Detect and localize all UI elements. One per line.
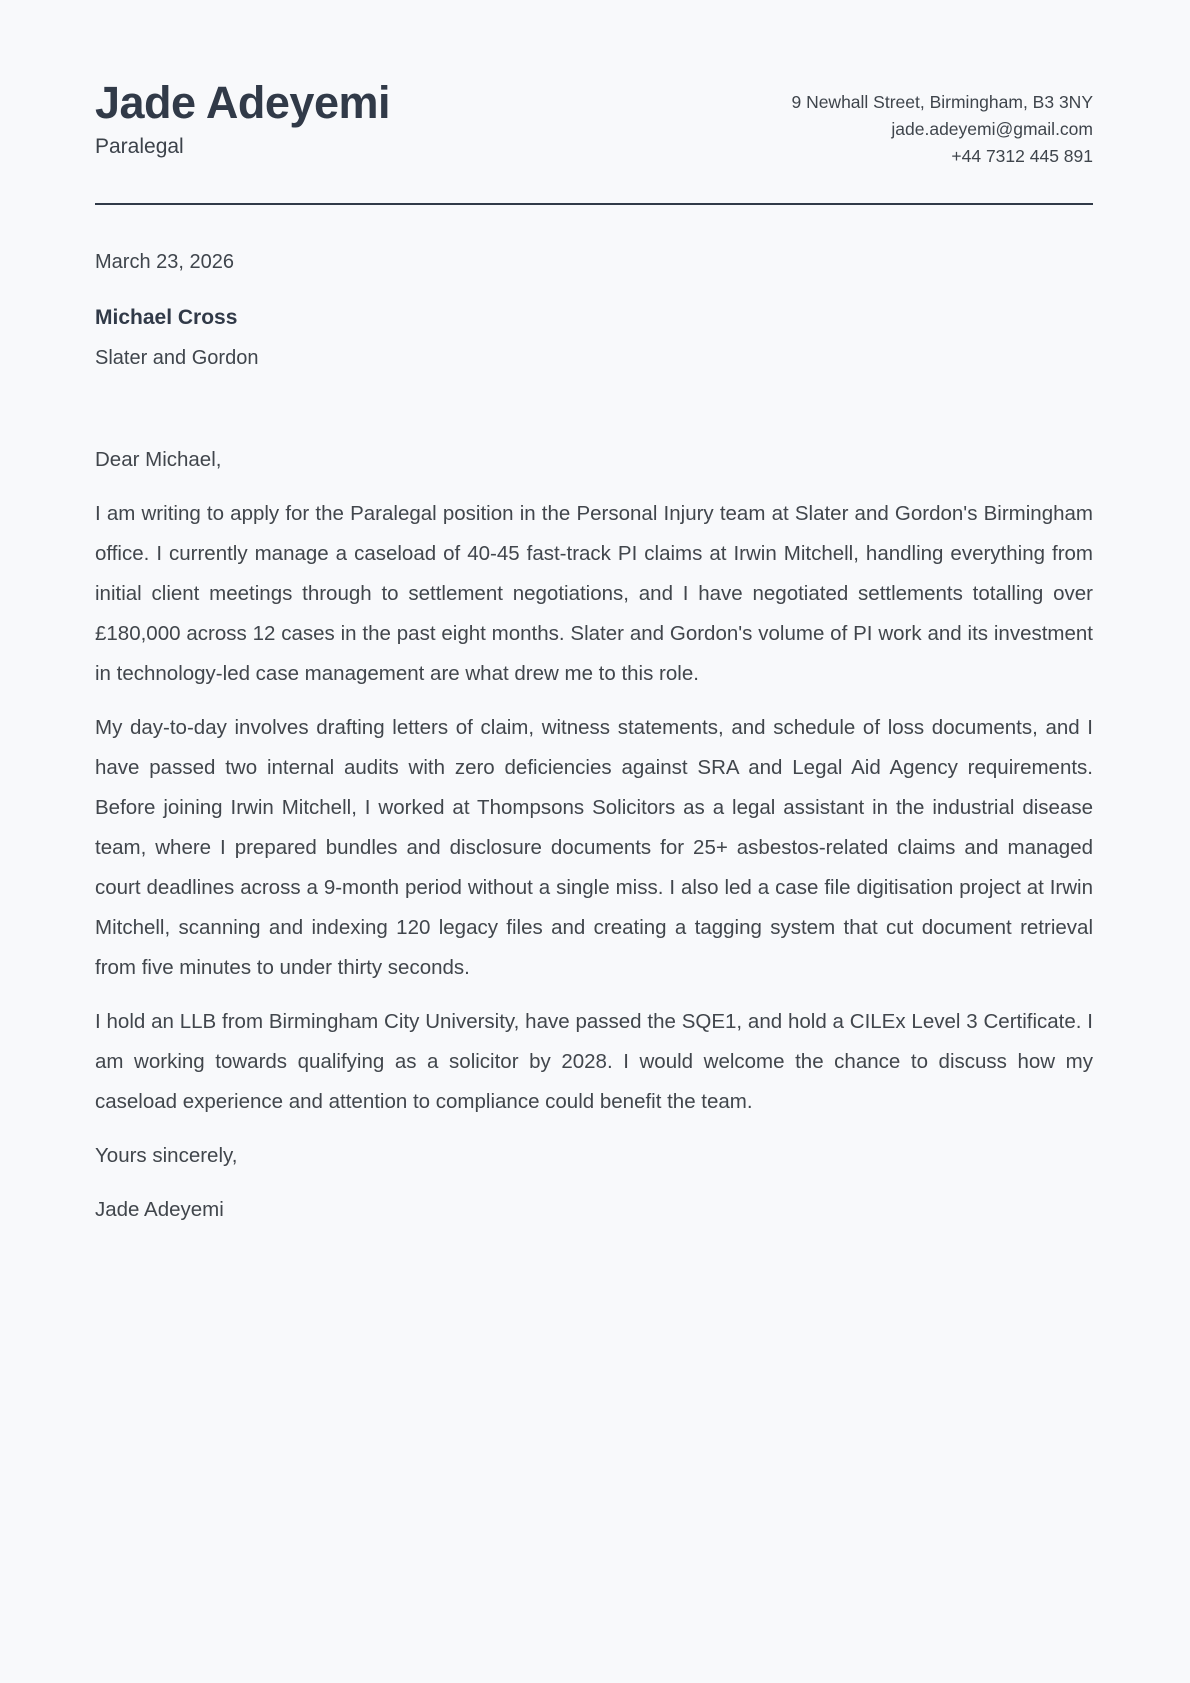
candidate-name: Jade Adeyemi <box>95 77 390 128</box>
recipient-name: Michael Cross <box>95 306 238 329</box>
contact-phone: +44 7312 445 891 <box>951 146 1093 166</box>
body-paragraph-3: I hold an LLB from Birmingham City University, have passed the SQE1, and hold a CILEx Level 3 Certificate. I am working towards qualifying as a solicitor by 2028. I would welcome the chance to discuss how my caseload experience and attention to compliance could benefit the team. <box>95 1010 1093 1113</box>
letter-date: March 23, 2026 <box>95 251 234 273</box>
closing-line: Yours sincerely, <box>95 1144 238 1167</box>
body-paragraph-2: My day-to-day involves drafting letters of claim, witness statements, and schedule of loss documents, and I have passed two internal audits with zero deficiencies against SRA and Legal Aid Agency requirements. Before joining Irwin Mitchell, I worked at Thompsons Solicitors as a legal assistant in the industrial disease team, where I prepared bundles and disclosure documents for 25+ asbestos-related claims and managed court deadlines across a 9-month period without a single miss. I also led a case file digitisation project at Irwin Mitchell, scanning and indexing 120 legacy files and creating a tagging system that cut document retrieval from five minutes to under thirty seconds. <box>95 716 1093 979</box>
recipient-company: Slater and Gordon <box>95 347 259 369</box>
letter-header <box>95 78 1093 170</box>
candidate-job-title: Paralegal <box>95 135 184 159</box>
identity-block <box>95 78 390 161</box>
greeting: Dear Michael, <box>95 448 222 471</box>
body-paragraph-1: I am writing to apply for the Paralegal position in the Personal Injury team at Slater and Gordon's Birmingham office. I currently manage a caseload of 40-45 fast-track PI claims at Irwin Mitchell, handling everything from initial client meetings through to settlement negotiations, and I have negotiated settlements totalling over £180,000 across 12 cases in the past eight months. Slater and Gordon's volume of PI work and its investment in technology-led case management are what drew me to this role. <box>95 502 1093 685</box>
header-divider <box>95 203 1093 205</box>
contact-address: 9 Newhall Street, Birmingham, B3 3NY <box>791 92 1093 112</box>
recipient-block <box>95 298 1093 378</box>
letter-body <box>95 440 1093 1230</box>
signature-name: Jade Adeyemi <box>95 1198 224 1221</box>
contact-email: jade.adeyemi@gmail.com <box>891 119 1093 139</box>
contact-block <box>791 78 1093 170</box>
